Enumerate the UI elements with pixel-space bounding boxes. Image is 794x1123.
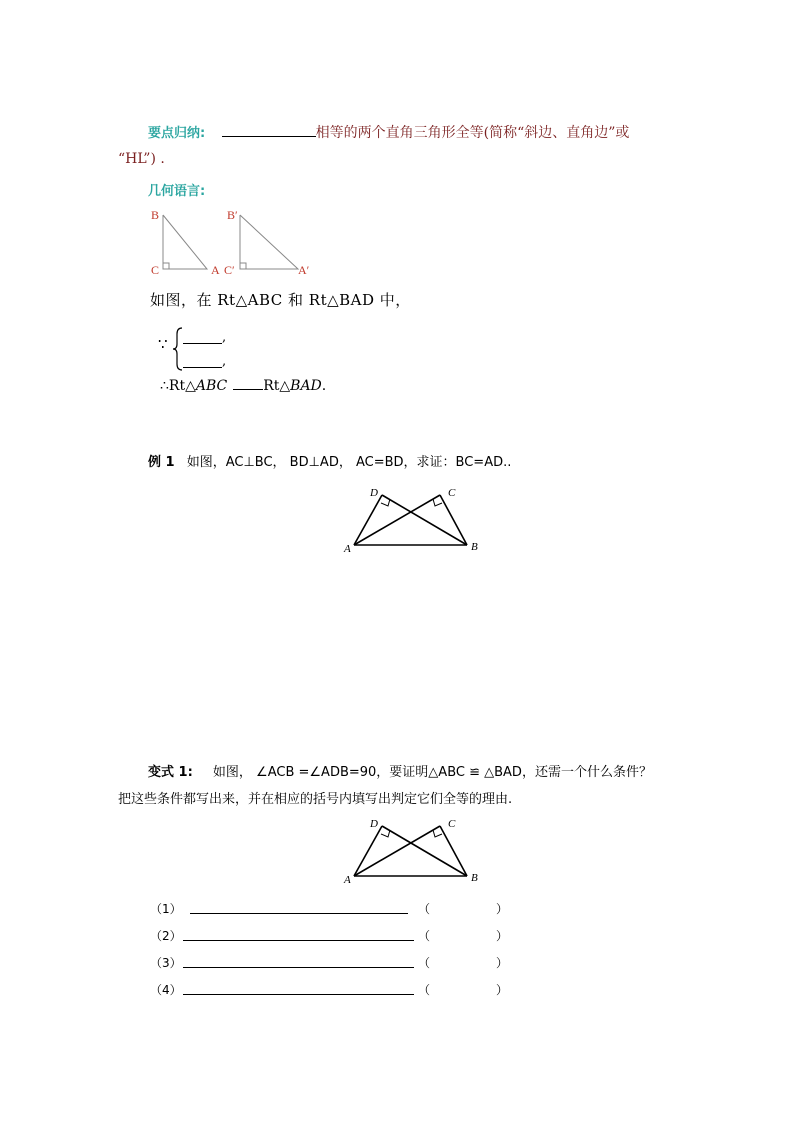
condition-blank-1[interactable] (183, 331, 222, 344)
answer-row-1-blank[interactable] (190, 900, 408, 914)
ex1-label-a: A (344, 543, 351, 555)
var1-label-a: A (344, 874, 351, 886)
answer-row-1-num: （1） (150, 902, 182, 916)
answer-row-2-close: ） (496, 929, 509, 943)
tri2-label-a: A′ (298, 263, 310, 277)
tri2-label-c: C′ (224, 263, 235, 277)
answer-row-4-blank[interactable] (183, 981, 414, 995)
answer-row-3-close: ） (496, 956, 509, 970)
geometry-label: 几何语言: (148, 184, 206, 199)
answer-row-4-open: （ (418, 983, 431, 997)
answer-row-3-open: （ (418, 956, 431, 970)
answer-row-2-blank[interactable] (183, 927, 414, 941)
variant1-line-1 (148, 761, 652, 780)
condition-blank-2[interactable] (183, 355, 222, 368)
ex1-label-d: D (370, 487, 378, 499)
var1-label-d: D (370, 818, 378, 830)
summary-line-1 (148, 122, 629, 142)
comma-2: , (222, 354, 227, 369)
example1-line (148, 451, 511, 470)
comma-1: , (222, 330, 227, 345)
therefore-blank[interactable] (233, 377, 263, 390)
ex1-label-b: B (471, 541, 478, 553)
answer-row-3-blank[interactable] (183, 954, 414, 968)
answer-row-2-open: （ (418, 929, 431, 943)
therefore-line (160, 377, 326, 394)
tri1-label-a: A (211, 263, 220, 277)
ex1-label-c: C (448, 487, 456, 499)
geometry-intro: 如图，在 Rt△ABC 和 Rt△BAD 中， (150, 291, 411, 309)
example1-text: 如图，AC⊥BC， BD⊥AD， AC=BD，求证：BC=AD.. (186, 455, 512, 470)
therefore-prefix: ∴Rt△ (160, 378, 196, 394)
var1-label-b: B (471, 872, 478, 884)
answer-row-1-close: ） (496, 902, 509, 916)
answer-row-4-close: ） (496, 983, 509, 997)
answer-row-3-num: （3） (150, 956, 182, 970)
tri1-label-b: B (151, 208, 160, 222)
therefore-period: . (321, 378, 327, 394)
summary-blank[interactable] (222, 122, 316, 137)
example1-label: 例 1 (148, 455, 175, 470)
answer-row-4-num: （4） (150, 983, 182, 997)
variant1-line-2: 把这些条件都写出来，并在相应的括号内填写出判定它们全等的理由. (118, 792, 513, 807)
variant1-figure (340, 813, 490, 888)
example1-figure (340, 482, 490, 557)
answer-row-1-open: （ (418, 902, 431, 916)
answer-row-2-num: （2） (150, 929, 182, 943)
because-symbol: ∵ (158, 335, 168, 353)
tri1-label-c: C (151, 263, 160, 277)
summary-text: 相等的两个直角三角形全等(简称“斜边、直角边”或 (315, 125, 630, 141)
variant1-text-1: 如图， ∠ACB =∠ADB=90，要证明△ABC ≌ △BAD，还需一个什么条件？ (212, 765, 652, 780)
tri2-label-b: B′ (227, 208, 238, 222)
therefore-mid: Rt△ (263, 378, 291, 394)
summary-label: 要点归纳: (148, 126, 206, 141)
therefore-abc: ABC (195, 378, 228, 394)
therefore-bad: BAD (290, 378, 322, 394)
var1-label-c: C (448, 818, 456, 830)
variant1-label: 变式 1: (148, 765, 193, 780)
summary-line-2: “HL”) . (118, 151, 165, 167)
